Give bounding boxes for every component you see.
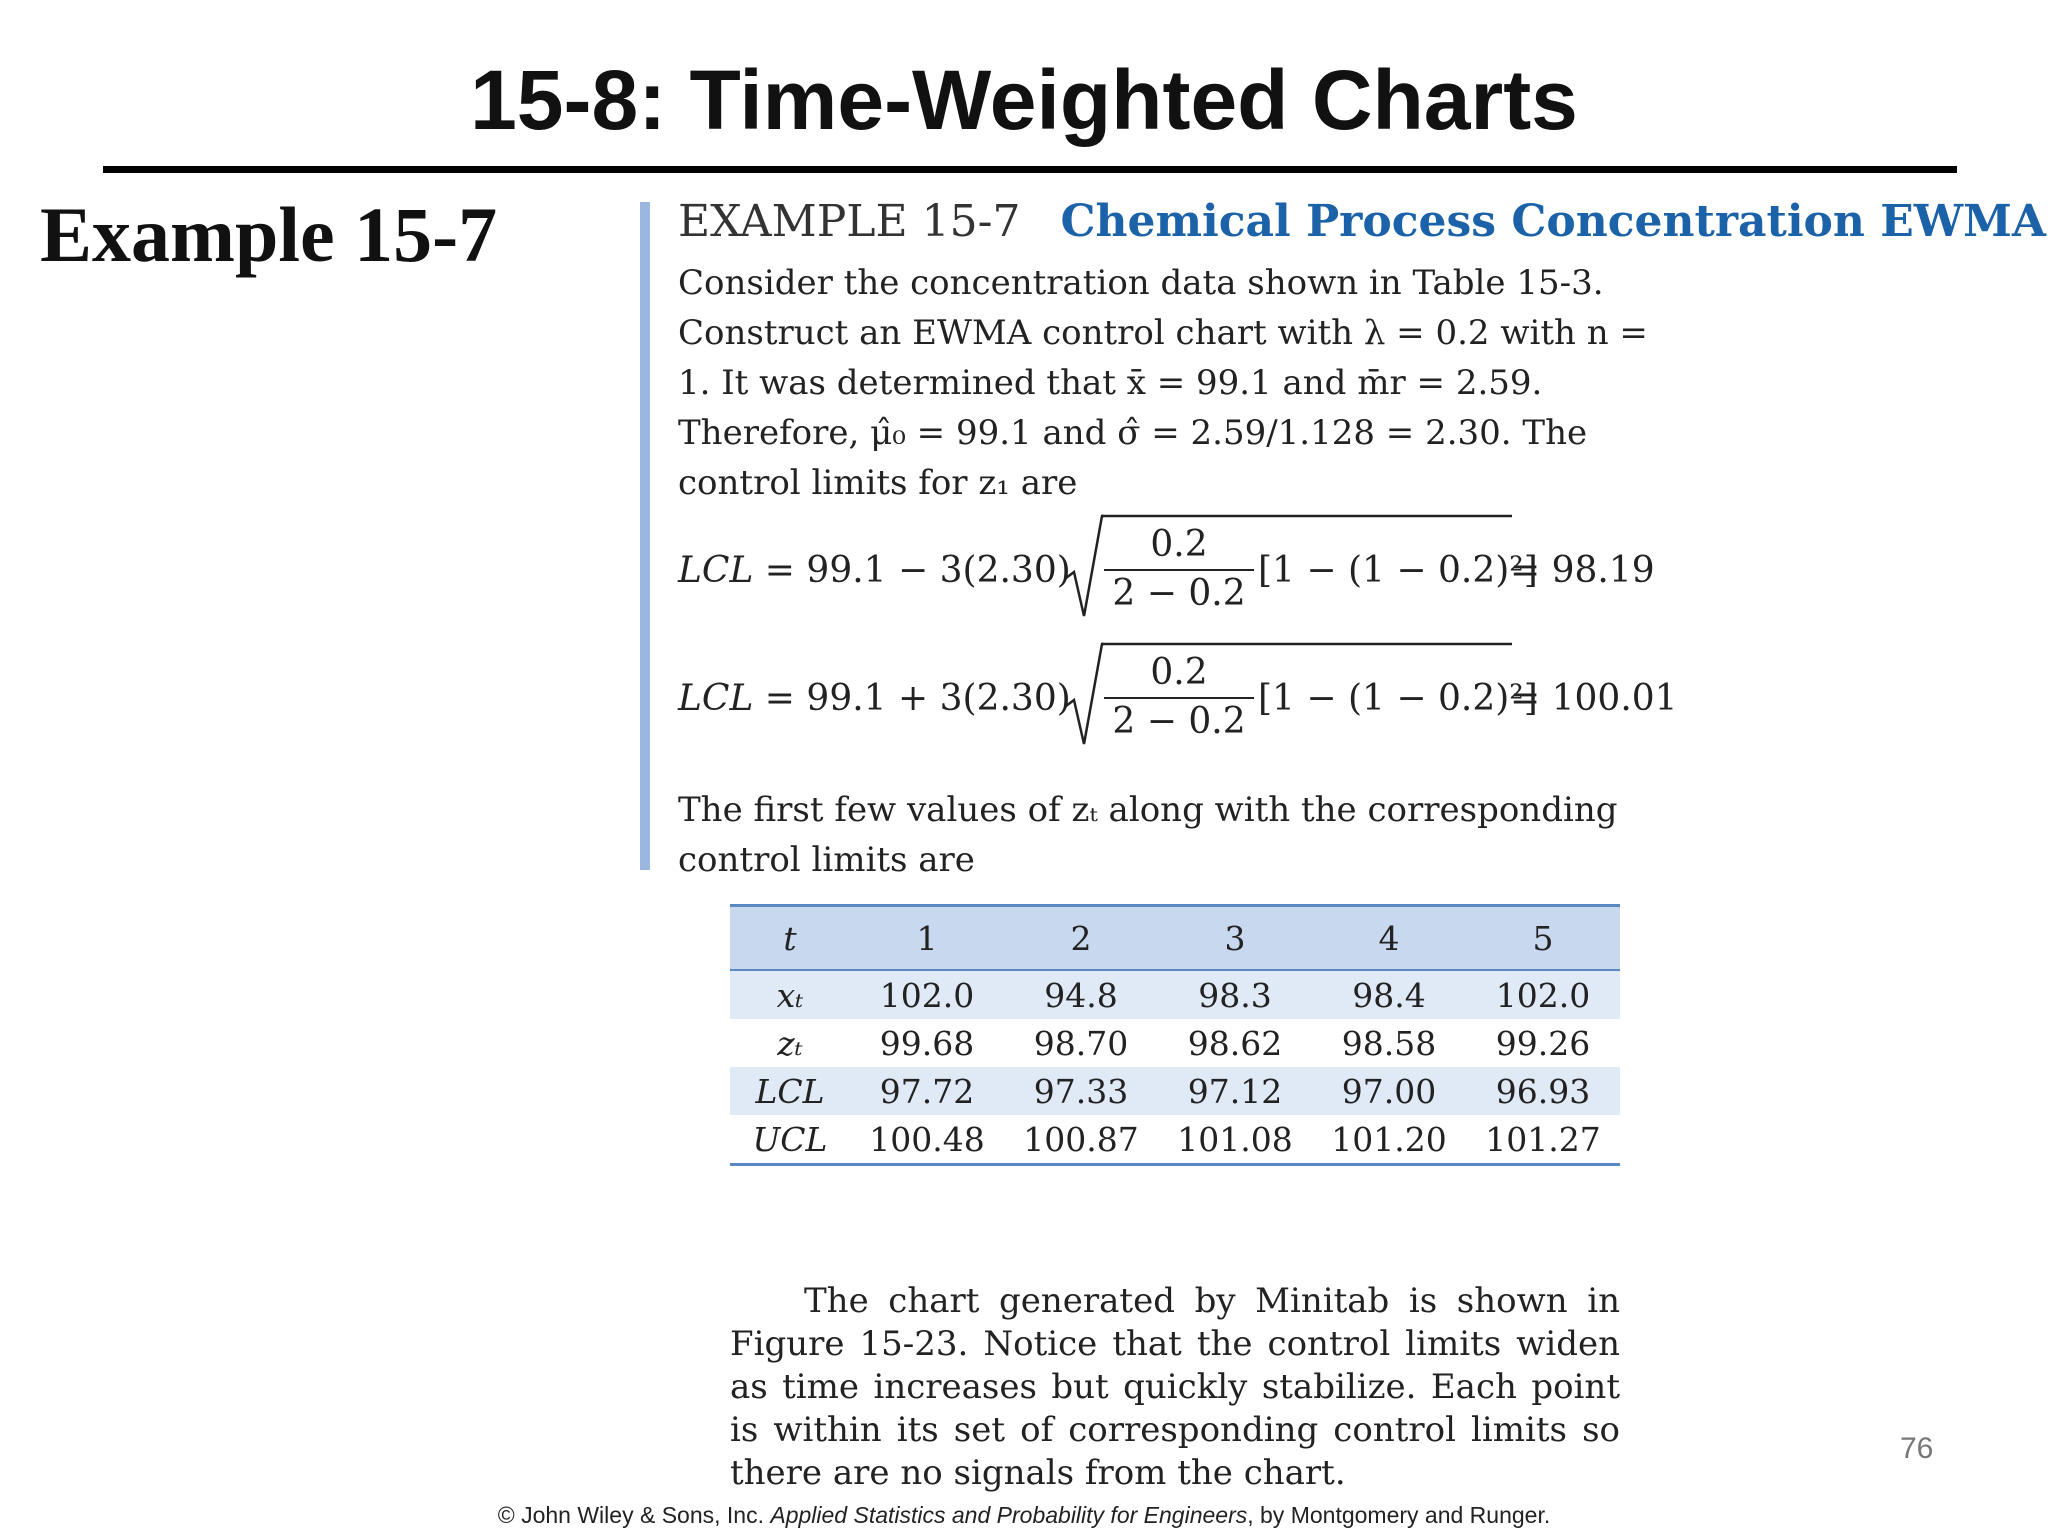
table-cell: 100.48 <box>869 1119 985 1159</box>
sqrt-overline <box>1102 642 1512 646</box>
slide-title: 15-8: Time-Weighted Charts <box>470 53 1578 147</box>
sqrt-icon <box>1064 640 1104 750</box>
fraction-denominator: 2 − 0.2 <box>1112 701 1246 742</box>
fraction-numerator: 0.2 <box>1104 652 1254 699</box>
table-cell: 101.27 <box>1485 1119 1601 1159</box>
formula-fraction <box>1104 652 1254 742</box>
table-cell: 102.0 <box>1495 975 1591 1015</box>
table-cell: 98.58 <box>1341 1023 1437 1063</box>
fraction-denominator: 2 − 0.2 <box>1112 573 1246 614</box>
formula-bracket: [1 − (1 − 0.2)²] <box>1258 678 1538 719</box>
sqrt-overline <box>1102 514 1512 518</box>
table-cell: 97.72 <box>879 1071 975 1111</box>
table-cell: 101.08 <box>1177 1119 1293 1159</box>
table-row <box>730 1115 1620 1163</box>
table-header-cell: 4 <box>1378 918 1400 958</box>
table-cell: 98.70 <box>1033 1023 1129 1063</box>
table-cell: 101.20 <box>1331 1119 1447 1159</box>
table-cell: 100.87 <box>1023 1119 1139 1159</box>
table-cell: 94.8 <box>1044 975 1118 1015</box>
formula-fraction <box>1104 524 1254 614</box>
table-header-cell: t <box>783 918 797 958</box>
table-header-cell: 1 <box>916 918 938 958</box>
sqrt-icon <box>1064 512 1104 622</box>
table-cell: xₜ <box>776 975 804 1015</box>
formula-label: LCL <box>678 678 754 719</box>
title-rule <box>103 166 1957 173</box>
table-header-row <box>730 907 1620 971</box>
formula-result: = 98.19 <box>1510 550 1655 591</box>
formula-lhs <box>678 678 1071 719</box>
formula-lhs <box>678 550 1071 591</box>
footer-suffix: , by Montgomery and Runger. <box>1247 1502 1551 1528</box>
formula-lhs-text: = 99.1 − 3(2.30) <box>753 550 1071 591</box>
page-number: 76 <box>1900 1432 1934 1465</box>
table-cell: 99.26 <box>1495 1023 1591 1063</box>
table-cell: 98.4 <box>1352 975 1426 1015</box>
ewma-table <box>730 904 1620 1166</box>
table-header-cell: 3 <box>1224 918 1246 958</box>
table-row <box>730 1019 1620 1067</box>
table-cell: LCL <box>755 1071 825 1111</box>
table-cell: 97.12 <box>1187 1071 1283 1111</box>
footer-prefix: © John Wiley & Sons, Inc. <box>497 1502 771 1528</box>
table-cell: 102.0 <box>879 975 975 1015</box>
table-cell: 97.00 <box>1341 1071 1437 1111</box>
after-formula-text: The first few values of zₜ along with the corresponding control limits are <box>678 790 1618 880</box>
example-number: EXAMPLE 15-7 <box>678 196 1021 247</box>
table-row <box>730 971 1620 1019</box>
footer-book-title: Applied Statistics and Probability for Engineers <box>770 1502 1248 1528</box>
table-header-cell: 2 <box>1070 918 1092 958</box>
table-cell: 97.33 <box>1033 1071 1129 1111</box>
formula-result: = 100.01 <box>1510 678 1678 719</box>
table-cell: zₜ <box>777 1023 803 1063</box>
table-cell: 99.68 <box>879 1023 975 1063</box>
fraction-numerator: 0.2 <box>1104 524 1254 571</box>
formula-lhs-text: = 99.1 + 3(2.30) <box>753 678 1071 719</box>
example-title: Chemical Process Concentration EWMA <box>1060 196 2046 247</box>
example-label: Example 15-7 <box>40 191 498 278</box>
example-side-bar <box>640 202 650 870</box>
example-intro: Consider the concentration data shown in Table 15-3. Construct an EWMA control chart with λ = 0.2 with n = 1. It was determined that x̄ = 99.1 and m̄r = 2.59. Therefore, μ̂₀ = 99.1 and σ̂ = 2.59/1.128 = 2.30. The control limits for z₁ are <box>678 263 1648 503</box>
table-cell: 98.3 <box>1198 975 1272 1015</box>
formula-bracket: [1 − (1 − 0.2)²] <box>1258 550 1538 591</box>
example-heading <box>678 196 2046 247</box>
table-cell: 96.93 <box>1495 1071 1591 1111</box>
closing-paragraph: The chart generated by Minitab is shown in Figure 15-23. Notice that the control limits widen as time increases but quickly stabilize. Each point is within its set of corresponding control limits so there are no signals from the chart. <box>730 1281 1620 1493</box>
table-header-cell: 5 <box>1532 918 1554 958</box>
table-row <box>730 1067 1620 1115</box>
formula-label: LCL <box>678 550 754 591</box>
table-cell: UCL <box>752 1119 828 1159</box>
copyright-footer <box>0 1502 2048 1529</box>
table-cell: 98.62 <box>1187 1023 1283 1063</box>
